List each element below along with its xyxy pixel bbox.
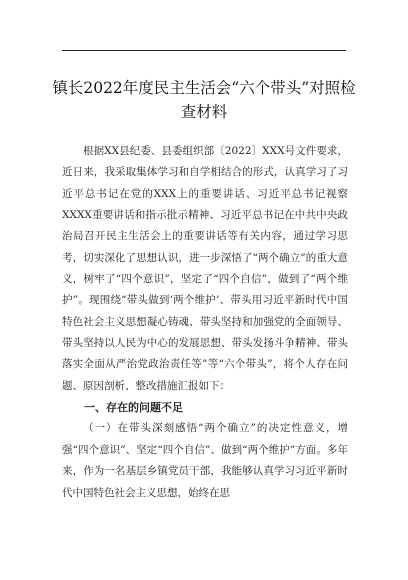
intro-paragraph: 根据XX县纪委、县委组织部〔2022〕XXX号文件要求，近日来，我采取集体学习和自学相结合的形式，认真学习了习近平总书记在党的XXX上的重要讲话、习近平总书记视察XXXX重要讲话和指示批示精神、习近平总书记在中共中央政治局召开民主生活会上的重要讲话等有关内容，通过学习思考，切实深化了思想认识，进一步深悟了“两个确立”的重大意义，树牢了“四个意识”，坚定了“四个自信”，做到了“两个维护”。现围绕“带头做到‘两个维护’、带头用习近平新时代中国特色社会主义思想凝心铸魂、带头坚持和加强党的全面领导、带头坚持以人民为中心的发展思想、带头发扬斗争精神、带头落实全面从严治党政治责任等”等“六个带头”，将个人存在问题、原因剖析、整改措施汇报如下： (62, 145, 348, 392)
header-rule (62, 50, 346, 51)
document-body (62, 141, 348, 504)
document-title: 镇长2022年度民主生活会“六个带头”对照检查材料 (52, 79, 356, 121)
section-heading: 一、存在的问题不足 (84, 401, 183, 415)
section-paragraph: （一）在带头深刻感悟“两个确立”的决定性意义，增强“四个意识”、坚定“四个自信”、做到“两个维护”方面。多年来，作为一名基层乡镇党员干部，我能够认真学习习近平新时代中国特色社会主义思想，始终在思 (62, 422, 348, 499)
